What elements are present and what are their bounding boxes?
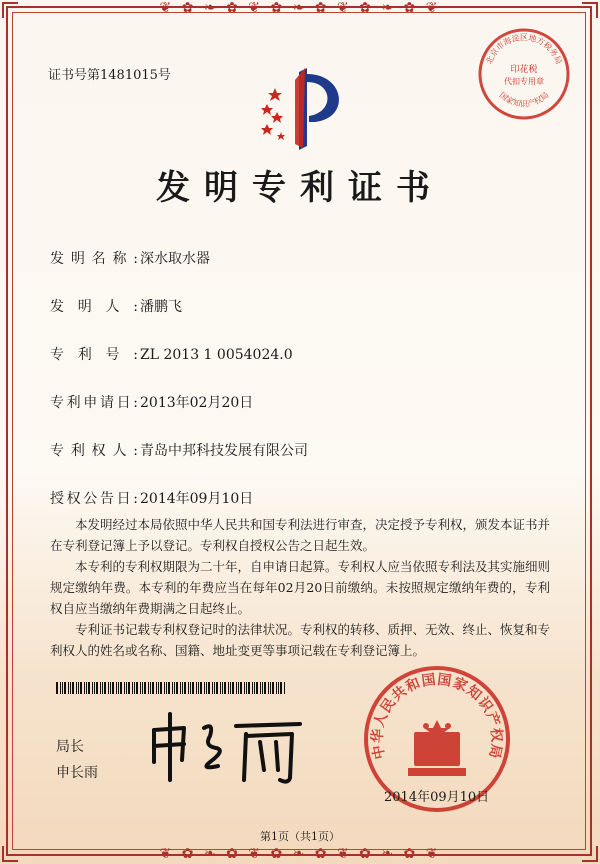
- corner-ornament: [582, 2, 598, 18]
- director-name: 申长雨: [56, 765, 98, 781]
- corner-ornament: [2, 846, 18, 862]
- svg-text:国家知识产权局: 国家知识产权局: [497, 90, 551, 109]
- body-paragraph: 专利证书记载专利权登记时的法律状况。专利权的转移、质押、无效、终止、恢复和专利权人的姓名或名称、国籍、地址变更等事项记载在专利登记簿上。: [50, 622, 551, 658]
- seal-date: 2014年09月10日: [384, 790, 490, 805]
- svg-text:代扣专用章: 代扣专用章: [504, 77, 544, 86]
- field-value: 青岛中邦科技发展有限公司: [140, 443, 308, 459]
- field-value: 2013年02月20日: [140, 395, 254, 411]
- field-value: 深水取水器: [140, 251, 210, 267]
- bottom-ornament: ❦ ✿ ❧ ✿ ❦ ✿ ❧ ✿ ❦ ✿ ❧ ✿ ❦: [159, 846, 441, 862]
- sipo-logo-icon: [255, 60, 355, 150]
- svg-text:北京市海淀区地方税务局: 北京市海淀区地方税务局: [484, 33, 564, 66]
- field-label: 专利号:: [50, 347, 138, 363]
- field-inventor: [50, 296, 182, 316]
- certificate-body: [50, 514, 550, 661]
- field-label: 专利权人:: [50, 443, 138, 459]
- certificate-title: 发明专利证书: [156, 168, 444, 208]
- svg-text:印花税: 印花税: [510, 65, 538, 75]
- corner-ornament: [582, 846, 598, 862]
- barcode-icon: [56, 682, 288, 694]
- field-invention-name: [50, 248, 210, 268]
- director-signature-icon: [140, 700, 320, 790]
- field-grant-date: [50, 488, 253, 508]
- field-value: 2014年09月10日: [140, 491, 254, 507]
- body-paragraph: 本发明经过本局依照中华人民共和国专利法进行审查，决定授予专利权，颁发本证书并在专利登记簿上予以登记。专利权自授权公告之日起生效。: [50, 517, 551, 553]
- field-value: 潘鹏飞: [140, 299, 182, 315]
- tax-stamp-icon: [476, 26, 572, 122]
- field-label: 专利申请日:: [50, 395, 138, 411]
- director-title: 局长: [56, 739, 84, 755]
- field-application-date: [50, 392, 253, 412]
- svg-text:中华人民共和国国家知识产权局: 中华人民共和国国家知识产权局: [369, 671, 505, 761]
- page-footer: 第1页（共1页）: [260, 830, 340, 843]
- corner-ornament: [2, 2, 18, 18]
- field-patent-number: [50, 344, 293, 364]
- field-patentee: [50, 440, 308, 460]
- certificate-number: 证书号第1481015号: [48, 68, 171, 83]
- top-ornament: ❦ ✿ ❧ ✿ ❦ ✿ ❧ ✿ ❦ ✿ ❧ ✿ ❦: [159, 0, 441, 16]
- field-label: 授权公告日:: [50, 491, 138, 507]
- field-label: 发明人:: [50, 299, 138, 315]
- field-value: ZL 2013 1 0054024.0: [140, 347, 293, 363]
- body-paragraph: 本专利的专利权期限为二十年，自申请日起算。专利权人应当依照专利法及其实施细则规定缴纳年费。本专利的年费应当在每年02月20日前缴纳。未按照规定缴纳年费的，专利权自应当缴纳年费期满之日起终止。: [50, 559, 551, 616]
- field-label: 发明名称:: [50, 251, 138, 267]
